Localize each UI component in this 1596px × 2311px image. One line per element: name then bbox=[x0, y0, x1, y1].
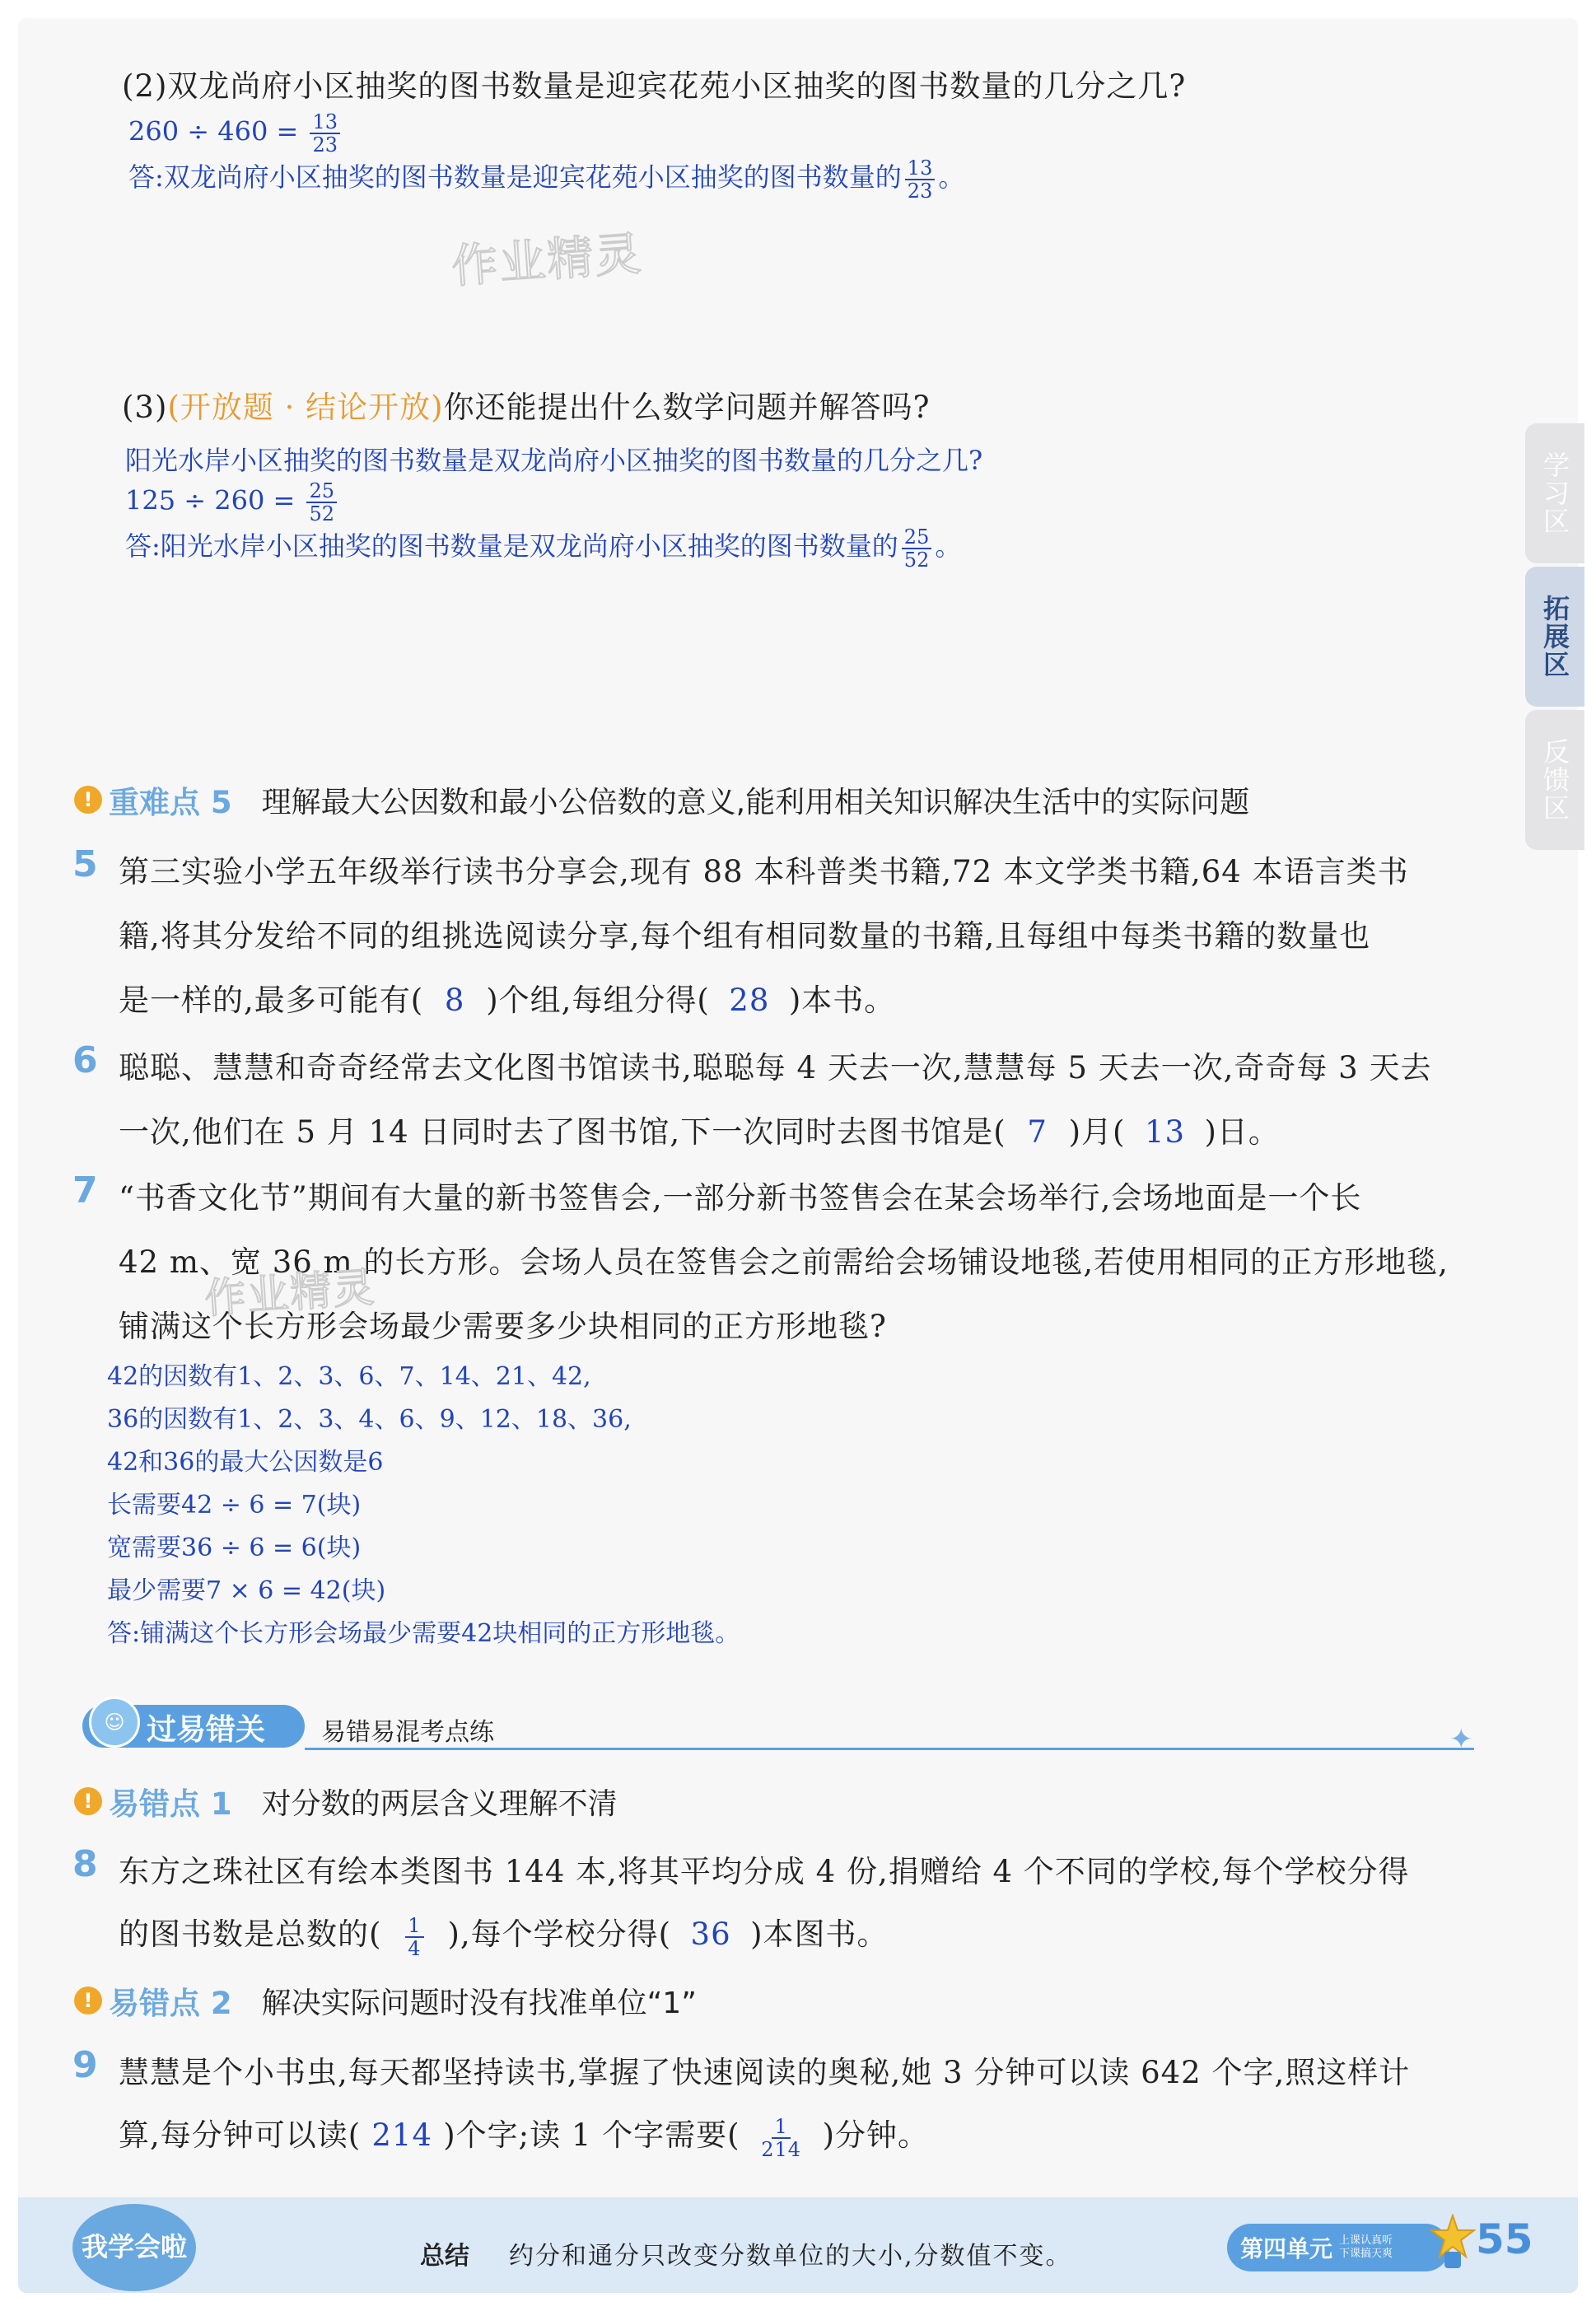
side-tabs bbox=[1525, 423, 1584, 853]
q2-calc-left: 260 ÷ 460 = bbox=[128, 115, 299, 147]
watermark: 作业精灵 bbox=[450, 226, 645, 295]
unit-label: 第四单元 bbox=[1240, 2235, 1333, 2262]
mascot-icon: ☺ bbox=[89, 1697, 140, 1748]
problem-6-line2 bbox=[119, 1107, 1280, 1151]
unit-small bbox=[1339, 2234, 1393, 2260]
p6-text-b: )月( bbox=[1068, 1114, 1126, 1150]
section-banner bbox=[82, 1697, 1482, 1754]
q2-answer-end: 。 bbox=[938, 161, 965, 193]
p8-blank-books[interactable]: 36 bbox=[690, 1916, 731, 1952]
problem-5-number: 5 bbox=[72, 843, 98, 885]
problem-7-line3: 铺满这个长方形会场最少需要多少块相同的正方形地毯? bbox=[119, 1309, 887, 1344]
problem-6-number: 6 bbox=[72, 1039, 98, 1081]
q3-answer-num: 25 bbox=[902, 527, 932, 549]
unit-pill bbox=[1227, 2224, 1449, 2271]
key-point-title: 重难点 5 bbox=[109, 785, 232, 820]
problem-7-line2: 42 m、宽 36 m 的长方形。会场人员在签售会之前需给会场铺设地毯,若使用相同的正方形地毯, bbox=[119, 1244, 1449, 1280]
p7-work-line: 42和36的最大公因数是6 bbox=[107, 1448, 384, 1477]
q3-calc-num: 25 bbox=[306, 481, 337, 503]
watermark-2: 作业精灵 bbox=[203, 1263, 378, 1324]
p5-text-b: )个组,每组分得( bbox=[486, 983, 710, 1018]
unit-small-1: 上课认真听 bbox=[1339, 2234, 1393, 2248]
p5-blank-books[interactable]: 28 bbox=[729, 983, 770, 1018]
p8-frac-den: 4 bbox=[408, 1936, 422, 1960]
q2-calc bbox=[128, 112, 343, 155]
p8-text-c: )本图书。 bbox=[750, 1916, 889, 1952]
q2-answer-fraction bbox=[905, 158, 936, 201]
q2-calc-num: 13 bbox=[310, 112, 340, 134]
q3-calc-fraction bbox=[306, 481, 337, 524]
p9-frac-den: 214 bbox=[761, 2137, 802, 2161]
p9-text-a: 算,每分钟可以读( bbox=[119, 2117, 362, 2153]
p7-work-line: 42的因数有1、2、3、6、7、14、21、42, bbox=[107, 1362, 591, 1391]
problem-8-line1: 东方之珠社区有绘本类图书 144 本,将其平均分成 4 份,捐赠给 4 个不同的学校,每个学校分得 bbox=[119, 1854, 1410, 1889]
p9-blank-fraction[interactable] bbox=[740, 2114, 823, 2161]
problem-7-line1: “书香文化节”期间有大量的新书签售会,一部分新书签售会在某会场举行,会场地面是一个长 bbox=[119, 1180, 1362, 1216]
key-point-5 bbox=[74, 777, 1249, 822]
p7-work-line: 36的因数有1、2、3、4、6、9、12、18、36, bbox=[107, 1405, 632, 1434]
q2-label: (2) bbox=[122, 68, 168, 104]
error-point-icon: ! bbox=[74, 1787, 102, 1815]
p8-text-b: ),每个学校分得( bbox=[447, 1916, 672, 1952]
footer-summary-text: 约分和通分只改变分数单位的大小,分数值不变。 bbox=[509, 2242, 1072, 2271]
q3-answer-question: 阳光水岸小区抽奖的图书数量是双龙尚府小区抽奖的图书数量的几分之几? bbox=[125, 445, 983, 476]
error-point-icon: ! bbox=[74, 1987, 102, 2015]
p8-text-a: 的图书数是总数的( bbox=[119, 1916, 382, 1952]
q3-answer-fraction bbox=[902, 527, 932, 570]
p6-blank-day[interactable]: 13 bbox=[1144, 1114, 1186, 1150]
q3-text: 你还能提出什么数学问题并解答吗? bbox=[443, 390, 931, 425]
q3-calc-left: 125 ÷ 260 = bbox=[125, 484, 296, 516]
p9-fraction bbox=[758, 2114, 804, 2161]
p9-blank-chars[interactable]: 214 bbox=[371, 2117, 433, 2153]
page-number: 55 bbox=[1476, 2215, 1533, 2263]
problem-8-line2 bbox=[119, 1909, 889, 1959]
tab-extend[interactable]: 拓展区 bbox=[1525, 567, 1584, 707]
p7-answer: 答:铺满这个长方形会场最少需要42块相同的正方形地毯。 bbox=[107, 1619, 740, 1648]
problem-9-line2 bbox=[119, 2110, 929, 2159]
problem-7-number: 7 bbox=[72, 1170, 98, 1212]
tab-learn[interactable]: 学习区 bbox=[1525, 423, 1584, 563]
footer-badge: 我学会啦 bbox=[72, 2204, 196, 2291]
q3-calc bbox=[125, 481, 340, 524]
problem-5-line3 bbox=[119, 975, 895, 1020]
p5-text-c: )本书。 bbox=[788, 983, 896, 1018]
q3-question bbox=[122, 382, 930, 427]
q3-label: (3) bbox=[122, 390, 168, 425]
key-point-desc: 理解最大公因数和最小公倍数的意义,能利用相关知识解决生活中的实际问题 bbox=[261, 785, 1250, 819]
problem-5-line2: 籍,将其分发给不同的组挑选阅读分享,每个组有相同数量的书籍,且每组中每类书籍的数量也 bbox=[119, 918, 1371, 954]
problem-8-number: 8 bbox=[72, 1843, 98, 1885]
banner-underline bbox=[305, 1748, 1474, 1750]
banner-title: 过易错关 bbox=[147, 1713, 266, 1747]
q3-calc-den: 52 bbox=[309, 502, 335, 525]
q2-answer-num: 13 bbox=[905, 158, 936, 180]
q2-answer bbox=[128, 156, 964, 201]
footer-summary-label: 总结 bbox=[420, 2242, 469, 2271]
problem-9-line1: 慧慧是个小书虫,每天都坚持读书,掌握了快速阅读的奥秘,她 3 分钟可以读 642 个字,照这样计 bbox=[119, 2055, 1411, 2090]
problem-6-line1: 聪聪、慧慧和奇奇经常去文化图书馆读书,聪聪每 4 天去一次,慧慧每 5 天去一次,奇奇每 3 天去 bbox=[119, 1050, 1432, 1085]
p7-work-line: 最少需要7 × 6 = 42(块) bbox=[107, 1576, 386, 1605]
key-point-icon: ! bbox=[74, 786, 102, 814]
p8-blank-fraction[interactable] bbox=[381, 1913, 447, 1960]
error-point-title: 易错点 1 bbox=[109, 1786, 232, 1822]
q2-calc-den: 23 bbox=[312, 133, 338, 156]
p7-work-line: 长需要42 ÷ 6 = 7(块) bbox=[107, 1491, 362, 1520]
p9-text-c: )分钟。 bbox=[822, 2117, 930, 2153]
p6-text-a: 一次,他们在 5 月 14 日同时去了图书馆,下一次同时去图书馆是( bbox=[119, 1114, 1006, 1150]
q2-calc-fraction bbox=[310, 112, 340, 155]
error-point-title: 易错点 2 bbox=[109, 1986, 232, 2021]
banner-subtitle: 易错易混考点练 bbox=[321, 1718, 494, 1747]
error-point-1 bbox=[74, 1779, 618, 1823]
error-point-desc: 对分数的两层含义理解不清 bbox=[261, 1786, 618, 1821]
tab-feedback[interactable]: 反馈区 bbox=[1525, 710, 1584, 850]
q3-answer-text: 答:阳光水岸小区抽奖的图书数量是双龙尚府小区抽奖的图书数量的 bbox=[125, 530, 898, 562]
p9-text-b: )个字;读 1 个字需要( bbox=[443, 2117, 740, 2153]
unit-small-2: 下课搞天爽 bbox=[1339, 2248, 1393, 2260]
p7-work-line: 宽需要36 ÷ 6 = 6(块) bbox=[107, 1534, 362, 1562]
q2-question bbox=[122, 61, 1186, 105]
q2-text: 双龙尚府小区抽奖的图书数量是迎宾花苑小区抽奖的图书数量的几分之几? bbox=[167, 68, 1187, 104]
p9-frac-num: 1 bbox=[772, 2117, 790, 2139]
mascot-icon bbox=[1430, 2214, 1476, 2271]
q3-answer-end: 。 bbox=[935, 530, 962, 562]
p8-frac-num: 1 bbox=[405, 1916, 423, 1938]
problem-5-line1: 第三实验小学五年级举行读书分享会,现有 88 本科普类书籍,72 本文学类书籍,64 本语言类书 bbox=[119, 854, 1409, 889]
p6-blank-month[interactable]: 7 bbox=[1027, 1114, 1048, 1150]
q3-answer bbox=[125, 525, 961, 570]
p8-fraction bbox=[405, 1913, 423, 1960]
error-point-2 bbox=[74, 1978, 697, 2023]
error-point-desc: 解决实际问题时没有找准单位“1” bbox=[261, 1986, 697, 2020]
p6-text-c: )日。 bbox=[1204, 1114, 1280, 1150]
q2-answer-den: 23 bbox=[907, 179, 933, 203]
p5-text-a: 是一样的,最多可能有( bbox=[119, 983, 424, 1018]
problem-9-number: 9 bbox=[72, 2044, 98, 2086]
p5-blank-groups[interactable]: 8 bbox=[444, 983, 465, 1018]
q3-tag: (开放题 · 结论开放) bbox=[167, 390, 444, 425]
star-icon: ✦ bbox=[1449, 1723, 1473, 1756]
q3-answer-den: 52 bbox=[903, 548, 930, 572]
q2-answer-text: 答:双龙尚府小区抽奖的图书数量是迎宾花苑小区抽奖的图书数量的 bbox=[128, 161, 902, 193]
